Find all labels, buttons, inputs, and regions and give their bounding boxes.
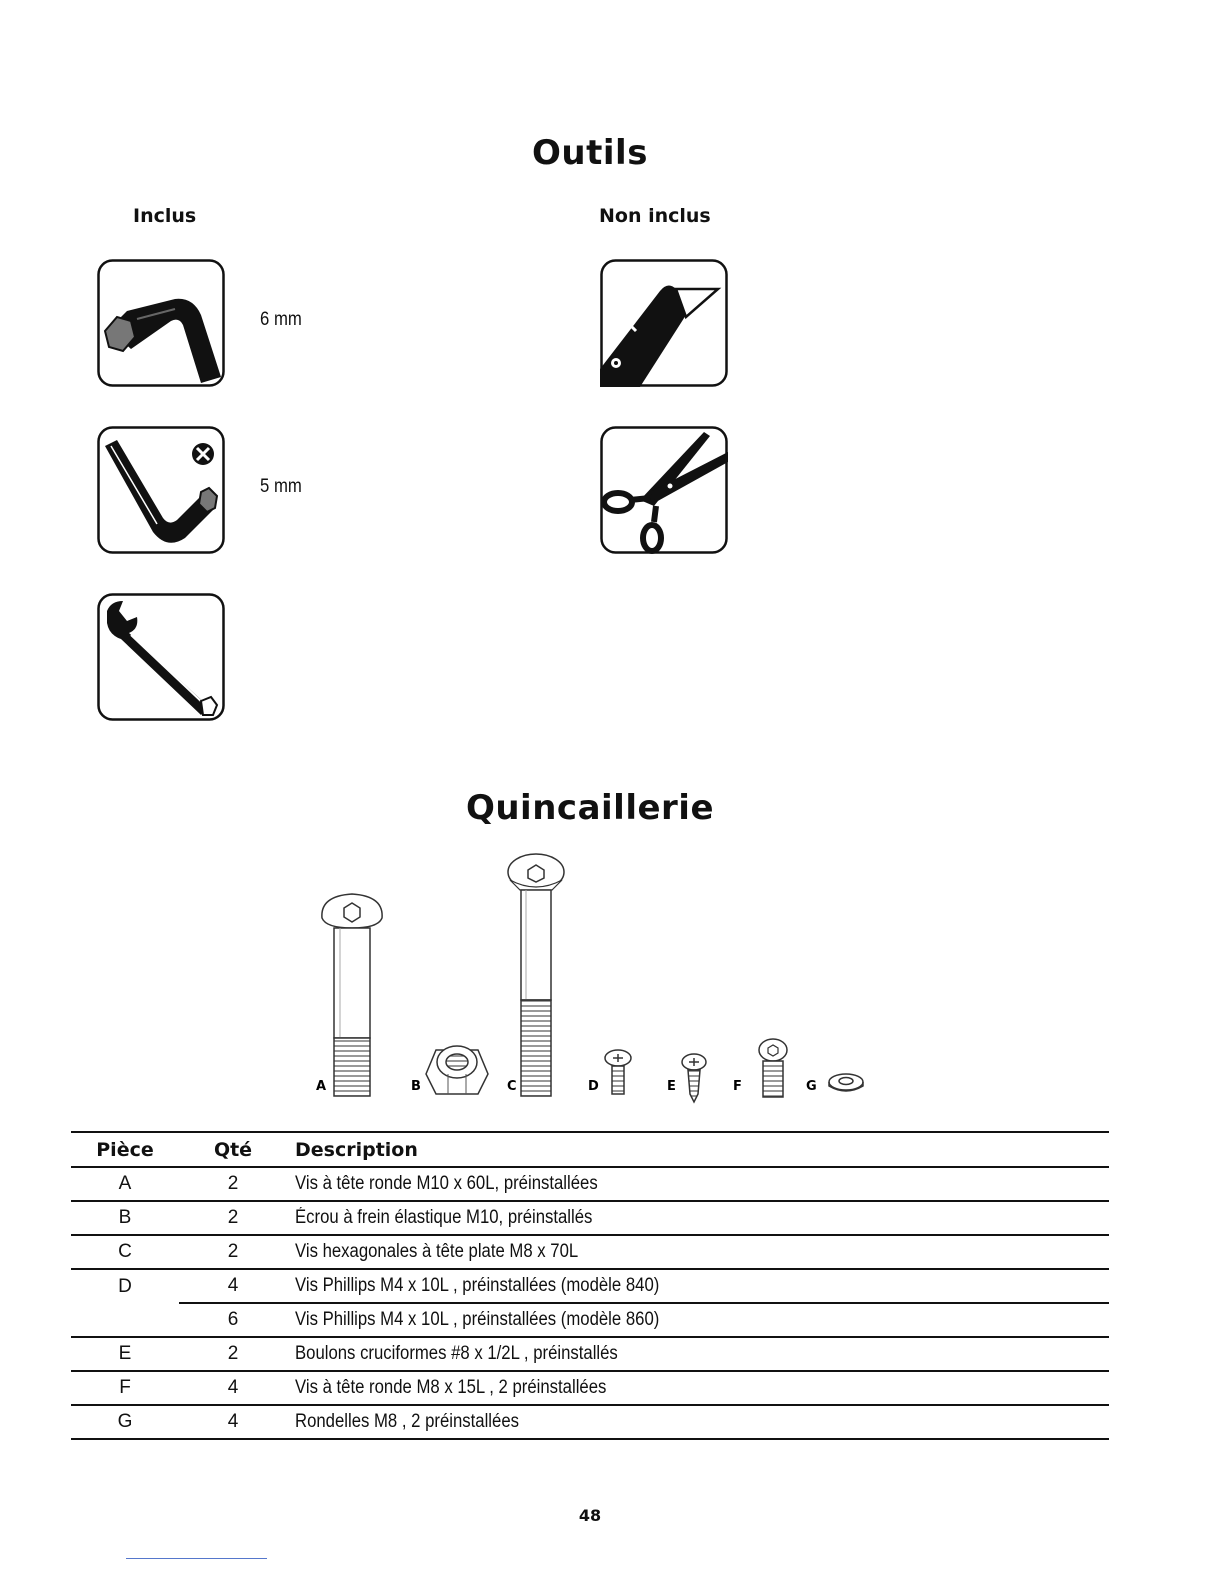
bolt-f-icon — [759, 1039, 787, 1097]
page-number: 48 — [578, 1506, 602, 1525]
row-description: Boulons cruciformes #8 x 1/2L , préinstallés — [287, 1337, 1109, 1371]
hex-key-6mm-label: 6 mm — [260, 309, 302, 330]
row-qty: 4 — [179, 1405, 287, 1439]
hardware-letter-d: D — [588, 1079, 599, 1094]
tool-box-hex-key-6mm — [97, 259, 225, 387]
row-piece — [71, 1303, 179, 1337]
hardware-letter-c: C — [507, 1079, 517, 1094]
hardware-table — [71, 1131, 1109, 1440]
row-description: Écrou à frein élastique M10, préinstallés — [287, 1201, 1109, 1235]
header-piece: Pièce — [71, 1132, 179, 1167]
table-row — [71, 1371, 1109, 1405]
table-row — [71, 1337, 1109, 1371]
wrench-icon — [97, 593, 225, 721]
tool-box-wrench — [97, 593, 225, 721]
header-description: Description — [287, 1132, 1109, 1167]
row-piece: G — [71, 1405, 179, 1439]
hardware-letter-f: F — [733, 1079, 742, 1094]
row-description: Vis Phillips M4 x 10L , préinstallées (modèle 840) — [287, 1269, 1109, 1303]
table-row — [71, 1405, 1109, 1439]
table-row — [71, 1269, 1109, 1303]
row-piece: A — [71, 1167, 179, 1201]
hex-key-5mm-icon — [97, 426, 225, 554]
hardware-letter-e: E — [667, 1079, 676, 1094]
row-piece: F — [71, 1371, 179, 1405]
hardware-title: Quincaillerie — [465, 788, 715, 828]
tool-box-utility-knife — [600, 259, 728, 387]
row-description: Vis à tête ronde M10 x 60L, préinstallées — [287, 1167, 1109, 1201]
table-header-row — [71, 1132, 1109, 1167]
tools-title: Outils — [532, 133, 648, 173]
row-piece: B — [71, 1201, 179, 1235]
bolt-c-icon — [508, 854, 564, 1096]
row-description: Vis à tête ronde M8 x 15L , 2 préinstallées — [287, 1371, 1109, 1405]
footer-rule — [126, 1558, 267, 1559]
screw-e-icon — [682, 1054, 706, 1102]
table-row — [71, 1235, 1109, 1269]
row-qty: 4 — [179, 1269, 287, 1303]
hex-key-6mm-icon — [97, 259, 225, 387]
row-piece: D — [118, 1275, 132, 1297]
included-heading: Inclus — [133, 205, 197, 227]
hardware-letter-g: G — [806, 1079, 817, 1094]
washer-g-icon — [829, 1074, 863, 1091]
bolt-a-icon — [322, 894, 382, 1096]
not-included-heading: Non inclus — [599, 205, 711, 227]
row-qty: 2 — [179, 1235, 287, 1269]
row-qty: 4 — [179, 1371, 287, 1405]
row-qty: 2 — [179, 1201, 287, 1235]
row-piece: E — [71, 1337, 179, 1371]
hardware-letter-b: B — [411, 1079, 421, 1094]
screw-d-icon — [605, 1050, 631, 1094]
scissors-icon — [600, 426, 728, 554]
row-qty: 6 — [179, 1303, 287, 1337]
table-row — [71, 1303, 1109, 1337]
tool-box-scissors — [600, 426, 728, 554]
hardware-figure — [300, 850, 880, 1105]
hardware-letter-a: A — [316, 1079, 327, 1094]
row-description: Vis hexagonales à tête plate M8 x 70L — [287, 1235, 1109, 1269]
row-description: Rondelles M8 , 2 préinstallées — [287, 1405, 1109, 1439]
row-description: Vis Phillips M4 x 10L , préinstallées (modèle 860) — [287, 1303, 1109, 1337]
table-row — [71, 1167, 1109, 1201]
hex-key-5mm-label: 5 mm — [260, 476, 302, 497]
utility-knife-icon — [600, 259, 728, 387]
table-row — [71, 1201, 1109, 1235]
row-qty: 2 — [179, 1167, 287, 1201]
row-piece: C — [71, 1235, 179, 1269]
nut-b-icon — [426, 1046, 488, 1094]
header-qty: Qté — [179, 1132, 287, 1167]
tool-box-hex-key-5mm — [97, 426, 225, 554]
row-qty: 2 — [179, 1337, 287, 1371]
